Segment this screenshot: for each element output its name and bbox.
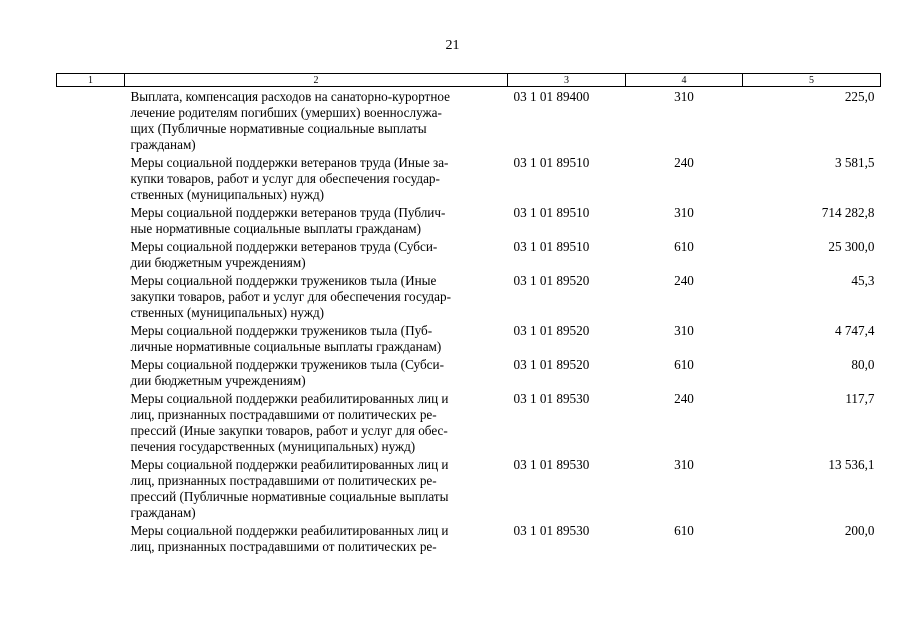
expense-type-code: 310: [674, 457, 694, 472]
target-article-code: 03 1 01 89530: [513, 391, 590, 406]
description-cell: [125, 457, 508, 523]
description-line: Выплата, компенсация расходов на санаторно-курортное: [130, 89, 450, 104]
target-article-code: 03 1 01 89530: [513, 523, 590, 538]
row-number-cell: [57, 239, 125, 273]
budget-table: [56, 73, 881, 557]
description-cell: [125, 155, 508, 205]
target-article-code: 03 1 01 89520: [513, 323, 590, 338]
table-row: [57, 523, 881, 557]
page-number: 21: [445, 38, 460, 53]
row-number-cell: [57, 155, 125, 205]
description-line: Меры социальной поддержки реабилитированных лиц и: [130, 523, 449, 538]
row-number-cell: [57, 523, 125, 557]
description-line: лиц, признанных пострадавшими от политических ре-: [130, 407, 437, 422]
description-line: щих (Публичные нормативные социальные выплаты: [130, 121, 427, 136]
target-article-code: 03 1 01 89510: [513, 239, 590, 254]
table-row: [57, 391, 881, 457]
description-line: печения государственных (муниципальных) нужд): [130, 439, 416, 454]
description-line: Меры социальной поддержки ветеранов труда (Субси-: [130, 239, 438, 254]
amount-cell: 80,0: [851, 357, 875, 372]
description-line: ственных (муниципальных) нужд): [130, 305, 325, 320]
description-line: Меры социальной поддержки реабилитированных лиц и: [130, 391, 449, 406]
row-number-cell: [57, 273, 125, 323]
amount-cell: 4 747,4: [834, 323, 875, 338]
expense-type-code: 310: [674, 323, 694, 338]
description-cell: [125, 357, 508, 391]
target-article-code: 03 1 01 89520: [513, 273, 590, 288]
description-line: прессий (Иные закупки товаров, работ и услуг для обес-: [130, 423, 448, 438]
table-row: [57, 357, 881, 391]
header-row: [57, 74, 881, 87]
row-number-cell: [57, 457, 125, 523]
description-line: купки товаров, работ и услуг для обеспечения государ-: [130, 171, 440, 186]
description-line: Меры социальной поддержки тружеников тыла (Субси-: [130, 357, 444, 372]
target-article-code: 03 1 01 89530: [513, 457, 590, 472]
header-col-2: 2: [125, 74, 508, 87]
description-line: ственных (муниципальных) нужд): [130, 187, 325, 202]
expense-type-code: 610: [674, 239, 694, 254]
expense-type-code: 240: [674, 391, 694, 406]
description-line: Меры социальной поддержки тружеников тыла (Иные: [130, 273, 437, 288]
row-number-cell: [57, 323, 125, 357]
expense-type-code: 240: [674, 155, 694, 170]
description-line: гражданам): [130, 505, 196, 520]
expense-type-code: 310: [674, 89, 694, 104]
description-line: ные нормативные социальные выплаты гражданам): [130, 221, 422, 236]
amount-cell: 3 581,5: [834, 155, 875, 170]
description-cell: [125, 523, 508, 557]
expense-type-code: 610: [674, 523, 694, 538]
expense-type-code: 610: [674, 357, 694, 372]
table-row: [57, 239, 881, 273]
description-cell: [125, 323, 508, 357]
description-line: лечение родителям погибших (умерших) военнослужа-: [130, 105, 442, 120]
amount-cell: 200,0: [844, 523, 875, 538]
amount-cell: 714 282,8: [821, 205, 875, 220]
table-row: [57, 457, 881, 523]
table-row: [57, 323, 881, 357]
row-number-cell: [57, 205, 125, 239]
target-article-code: 03 1 01 89400: [513, 89, 590, 104]
description-line: дии бюджетным учреждениям): [130, 255, 306, 270]
table-body: [57, 87, 881, 558]
description-cell: [125, 239, 508, 273]
description-cell: [125, 273, 508, 323]
description-line: гражданам): [130, 137, 196, 152]
description-line: Меры социальной поддержки реабилитированных лиц и: [130, 457, 449, 472]
amount-cell: 225,0: [844, 89, 875, 104]
row-number-cell: [57, 357, 125, 391]
target-article-code: 03 1 01 89520: [513, 357, 590, 372]
description-line: Меры социальной поддержки тружеников тыла (Пуб-: [130, 323, 433, 338]
table-row: [57, 87, 881, 156]
table-row: [57, 205, 881, 239]
row-number-cell: [57, 391, 125, 457]
table-row: [57, 273, 881, 323]
description-line: закупки товаров, работ и услуг для обеспечения государ-: [130, 289, 451, 304]
header-col-1: 1: [57, 74, 125, 87]
description-line: дии бюджетным учреждениям): [130, 373, 306, 388]
description-line: лиц, признанных пострадавшими от политических ре-: [130, 539, 437, 554]
description-line: Меры социальной поддержки ветеранов труда (Иные за-: [130, 155, 449, 170]
row-number-cell: [57, 87, 125, 156]
description-line: лиц, признанных пострадавшими от политических ре-: [130, 473, 437, 488]
description-line: личные нормативные социальные выплаты гражданам): [130, 339, 442, 354]
description-line: Меры социальной поддержки ветеранов труда (Публич-: [130, 205, 446, 220]
target-article-code: 03 1 01 89510: [513, 155, 590, 170]
table-row: [57, 155, 881, 205]
header-col-3: 3: [508, 74, 626, 87]
amount-cell: 45,3: [851, 273, 875, 288]
target-article-code: 03 1 01 89510: [513, 205, 590, 220]
description-cell: [125, 87, 508, 156]
expense-type-code: 310: [674, 205, 694, 220]
amount-cell: 25 300,0: [828, 239, 875, 254]
description-line: прессий (Публичные нормативные социальные выплаты: [130, 489, 449, 504]
header-col-5: 5: [743, 74, 881, 87]
amount-cell: 117,7: [845, 391, 875, 406]
header-col-4: 4: [626, 74, 743, 87]
amount-cell: 13 536,1: [828, 457, 875, 472]
expense-type-code: 240: [674, 273, 694, 288]
description-cell: [125, 205, 508, 239]
description-cell: [125, 391, 508, 457]
